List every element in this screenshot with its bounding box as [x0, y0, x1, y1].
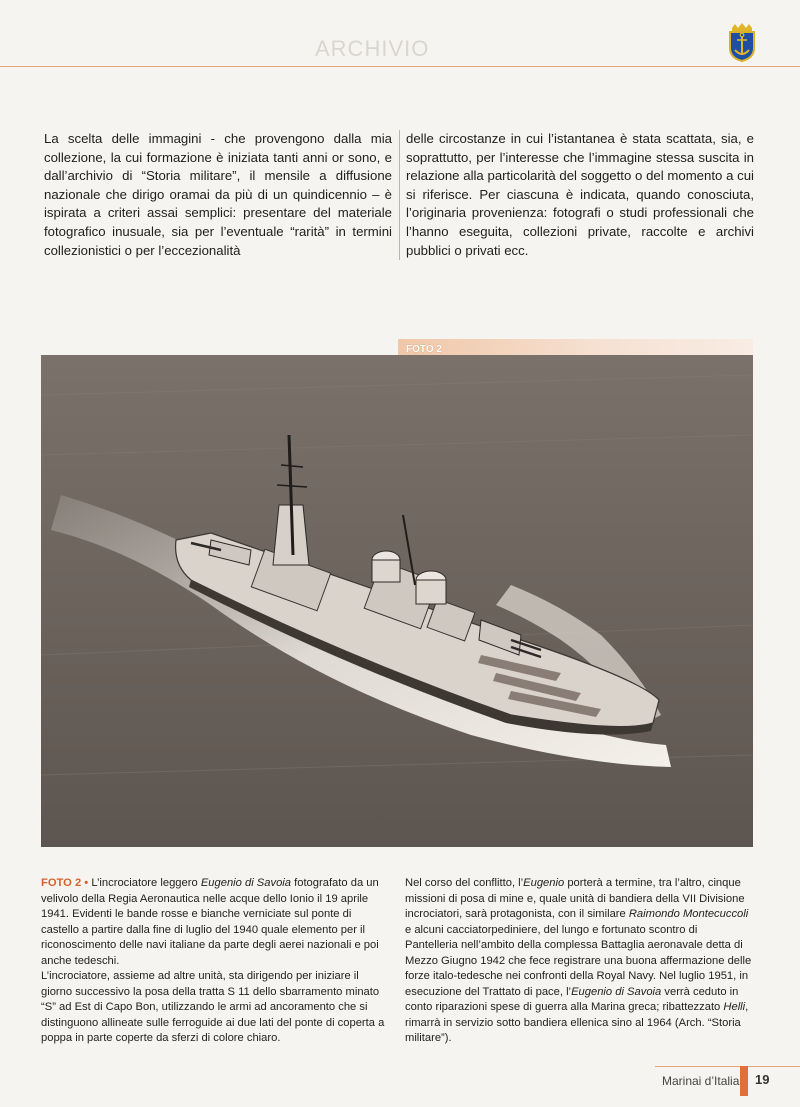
photo-label-tab: [398, 339, 753, 355]
ghost-section-title: ARCHIVIO: [315, 36, 430, 61]
caption-text: , rimarrà in servizio sotto bandiera ellenica sino al 1964 (Arch. “Storia militare”).: [405, 1001, 749, 1044]
photo-label: FOTO 2: [406, 344, 442, 355]
header-rule: [0, 66, 800, 67]
caption-tag: FOTO 2 •: [41, 877, 89, 889]
ship-name: Eugenio: [523, 877, 565, 889]
caption-text: fotografato da un velivolo della Regia Aeronautica nelle acque dello Ionio il 19 aprile 1941. Evidenti le bande rosse e bianche verniciate sul ponte di castello a partire dalla fine di luglio del 1940 quale elemento per il riconoscimento delle navi italiane da parte degli aerei nazionali e poi anche tedeschi.: [41, 877, 379, 967]
caption-text: L’incrociatore leggero: [88, 877, 201, 889]
ship-name: Helli: [723, 1001, 746, 1013]
column-divider: [399, 130, 400, 260]
intro-text: [44, 130, 754, 260]
intro-column-right: delle circostanze in cui l’istantanea è stata scattata, sia, e soprattutto, per l’interesse che l’immagine stessa suscita in relazione alla particolarità del soggetto o del momento a cui si riferisce. Per ciascuna è indicata, quando conosciuta, l’originaria provenienza: fotografi o studi professionali che l’hanno eseguita, collezioni private, raccolte e archivi pubblici o privati ecc.: [406, 131, 754, 258]
caption-text: e alcuni cacciatorpediniere, del lungo e fortunato scontro di Pantelleria nell’ambito della complessa Battaglia aeronavale detta di Mezzo Giugno 1942 che fece registrare una buona affermazione delle forze italo-tedesche nei confronti della Royal Navy. Nel luglio 1951, in esecuzione del Trattato di pace, l’: [405, 923, 752, 998]
caption-text: Nel corso del conflitto, l’: [405, 877, 524, 889]
photo-caption: [41, 876, 753, 1047]
cruiser-at-sea-photo: [41, 355, 753, 847]
caption-text: porterà a termine, tra l’altro, cinque missioni di posa di mine e, quale unità di bandiera della VII Divisione incrociatori, sarà protagonista, con il similare: [405, 877, 745, 920]
page-number: 19: [755, 1072, 770, 1087]
ship-name: Eugenio di Savoia: [200, 877, 292, 889]
caption-column-left: [41, 876, 389, 1047]
caption-text: verrà ceduto in conto riparazioni spese di guerra alla Marina greca; ribattezzato: [405, 985, 739, 1013]
footer-accent-block: [740, 1066, 748, 1096]
footer-rule: [655, 1066, 800, 1067]
ship-name: Eugenio di Savoia: [571, 985, 662, 998]
caption-text: L’incrociatore, assieme ad altre unità, sta dirigendo per iniziare il giorno successivo la posa della tratta S 11 dello sbarramento minato “S” ad Est di Capo Bon, utilizzando le armi ad ancoramento che si distinguono allineate sulle ferroguide ai due lati del ponte di coperta a poppa in parte coperte da sferzi di colore chiaro.: [41, 970, 385, 1044]
ship-name: Raimondo Montecuccoli: [628, 908, 749, 920]
caption-column-right: [405, 876, 753, 1047]
navy-anchor-crest-icon: [727, 22, 757, 62]
intro-column-left: La scelta delle immagini - che provengono dalla mia collezione, la cui formazione è iniziata tanti anni or sono, e dall’archivio di “Storia militare”, il mensile a diffusione nazionale che dirigo oramai da più di un quindicennio – è ispirata a criteri assai semplici: presentare del materiale fotografico inusuale, sia per l’eventuale “rarità” in termini collezionistici o per l’eccezionalità: [44, 131, 392, 258]
magazine-name: Marinai d’Italia: [662, 1074, 740, 1088]
